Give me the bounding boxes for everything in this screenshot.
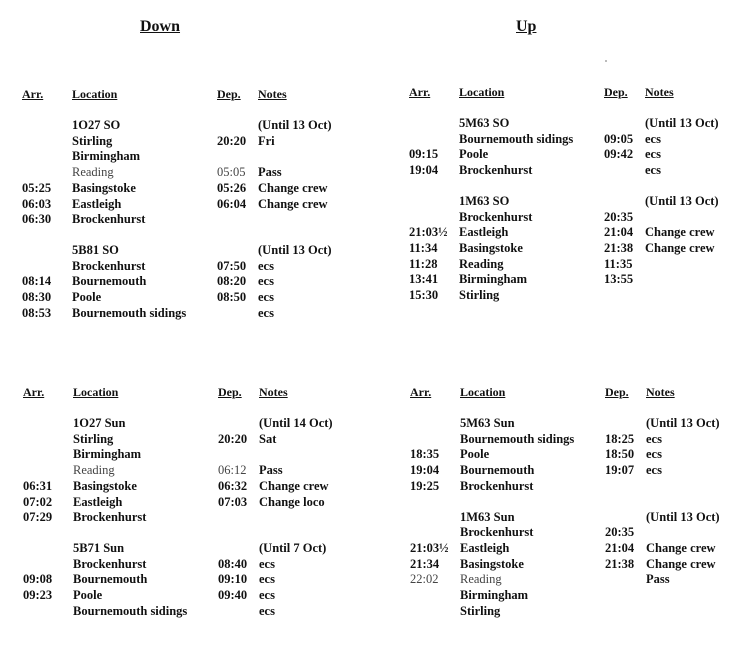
departure-time: 06:12 (218, 463, 247, 478)
timetable-row (22, 134, 352, 150)
arrival-time: 08:30 (22, 290, 52, 304)
note-text: ecs (258, 274, 274, 289)
location-name: Eastleigh (73, 494, 123, 509)
timetable-row (410, 432, 740, 448)
arrival-time: 21:34 (410, 556, 440, 571)
location-name: Poole (459, 147, 489, 162)
timetable-row (22, 290, 352, 306)
timetable-up-saturday (409, 85, 739, 325)
location-name: Brockenhurst (459, 209, 533, 224)
location-name: Basingstoke (72, 180, 136, 195)
location-name: Bournemouth (72, 274, 147, 289)
departure-time: 08:20 (217, 274, 247, 289)
column-header-dep: Dep. (604, 85, 628, 99)
departure-time: 21:38 (604, 240, 634, 255)
note-text: Pass (259, 463, 283, 478)
column-header-notes: Notes (646, 385, 675, 399)
location-name: 5M63 Sun (460, 416, 515, 430)
column-header-notes: Notes (258, 87, 287, 101)
train-header-row (22, 243, 352, 259)
timetable-row (410, 541, 740, 557)
departure-time: 18:25 (605, 431, 635, 446)
train-header-row (410, 510, 740, 526)
timetable-row (22, 165, 352, 181)
timetable-row (410, 525, 740, 541)
timetable-row (410, 447, 740, 463)
timetable-row (409, 225, 739, 241)
note-text: (Until 13 Oct) (258, 118, 332, 132)
location-name: Poole (72, 290, 102, 304)
note-text: ecs (645, 147, 661, 162)
note-text: Change crew (258, 180, 328, 195)
location-name: 1O27 SO (72, 118, 121, 132)
location-name: Bournemouth sidings (73, 603, 188, 618)
timetable-row (23, 495, 353, 511)
note-text: (Until 14 Oct) (259, 416, 333, 430)
departure-time: 06:32 (218, 478, 248, 493)
departure-time: 21:04 (605, 540, 635, 555)
note-text: Pass (258, 165, 282, 180)
timetable-row (23, 510, 353, 526)
timetable-row (23, 447, 353, 463)
timetable-row (410, 572, 740, 588)
timetable-up-sunday (410, 385, 740, 625)
timetable-row (409, 257, 739, 273)
location-name: Reading (73, 463, 115, 478)
note-text: ecs (259, 588, 275, 602)
note-text: ecs (259, 556, 275, 571)
location-name: Bournemouth (73, 572, 148, 587)
column-header-arr: Arr. (23, 385, 45, 399)
timetable-row (410, 463, 740, 479)
column-header-arr: Arr. (410, 385, 432, 399)
departure-time: 06:04 (217, 196, 247, 211)
departure-time: 20:20 (218, 431, 248, 446)
timetable-down-sunday (23, 385, 353, 625)
column-header-arr: Arr. (409, 85, 431, 99)
arrival-time: 22:02 (410, 572, 439, 587)
column-header-dep: Dep. (218, 385, 242, 399)
location-name: Birmingham (459, 272, 528, 287)
departure-time: 07:03 (218, 494, 248, 509)
location-name: 5M63 SO (459, 116, 510, 130)
arrival-time: 08:53 (22, 305, 52, 320)
arrival-time: 11:34 (409, 240, 438, 255)
location-name: 5B81 SO (72, 242, 119, 257)
timetable-row (22, 181, 352, 197)
timetable-row (23, 588, 353, 604)
timetable-row (410, 479, 740, 495)
timetable-down-saturday (22, 87, 352, 327)
location-name: Reading (72, 165, 114, 180)
timetable-row (409, 147, 739, 163)
note-text: ecs (259, 572, 275, 587)
departure-time: 08:50 (217, 290, 247, 304)
arrival-time: 06:03 (22, 196, 52, 211)
note-text: Change crew (259, 478, 329, 493)
arrival-time: 18:35 (410, 447, 440, 462)
departure-time: 21:38 (605, 556, 635, 571)
arrival-time: 05:25 (22, 180, 52, 195)
timetable-row (22, 306, 352, 322)
location-name: Birmingham (72, 149, 141, 164)
column-header-location: Location (73, 385, 119, 399)
arrival-time: 06:30 (22, 212, 52, 227)
location-name: Bournemouth sidings (459, 131, 574, 146)
note-text: Change crew (258, 196, 328, 211)
location-name: Birmingham (460, 588, 529, 602)
timetable-row (23, 557, 353, 573)
location-name: Stirling (72, 133, 113, 148)
timetable-row (23, 463, 353, 479)
departure-time: 19:07 (605, 463, 635, 478)
note-text: ecs (646, 463, 662, 478)
arrival-time: 07:29 (23, 510, 53, 525)
arrival-time: 08:14 (22, 274, 52, 289)
departure-time: 13:55 (604, 272, 634, 287)
location-name: Poole (73, 588, 103, 602)
note-text: ecs (258, 290, 274, 304)
location-name: Basingstoke (459, 240, 523, 255)
timetable-row (23, 572, 353, 588)
arrival-time: 11:28 (409, 256, 438, 271)
note-text: (Until 13 Oct) (645, 193, 719, 208)
note-text: ecs (259, 603, 275, 618)
column-header-location: Location (460, 385, 506, 399)
timetable-row (409, 132, 739, 148)
scan-speck (605, 60, 607, 62)
departure-time: 09:05 (604, 131, 634, 146)
arrival-time: 21:03½ (409, 225, 448, 240)
train-header-row (410, 416, 740, 432)
location-name: 1M63 SO (459, 193, 510, 208)
location-name: Brockenhurst (73, 556, 147, 571)
train-header-row (22, 118, 352, 134)
note-text: ecs (645, 131, 661, 146)
column-header-notes: Notes (645, 85, 674, 99)
departure-time: 20:20 (217, 133, 247, 148)
location-name: Reading (460, 572, 502, 587)
location-name: Stirling (460, 603, 501, 618)
location-name: Birmingham (73, 447, 142, 462)
train-header-row (409, 116, 739, 132)
note-text: Change crew (645, 240, 715, 255)
column-header-location: Location (72, 87, 118, 101)
note-text: Fri (258, 133, 275, 148)
departure-time: 09:10 (218, 572, 248, 587)
note-text: ecs (645, 163, 661, 178)
column-header-notes: Notes (259, 385, 288, 399)
column-header-dep: Dep. (217, 87, 241, 101)
departure-time: 07:50 (217, 258, 247, 273)
note-text: (Until 13 Oct) (645, 116, 719, 130)
note-text: (Until 13 Oct) (646, 416, 720, 430)
note-text: ecs (258, 305, 274, 320)
arrival-time: 19:04 (409, 163, 439, 178)
note-text: ecs (646, 447, 662, 462)
location-name: Brockenhurst (460, 525, 534, 540)
timetable-row (23, 479, 353, 495)
departure-time: 09:40 (218, 588, 248, 602)
arrival-time: 13:41 (409, 272, 439, 287)
note-text: Change crew (646, 540, 716, 555)
timetable-row (410, 588, 740, 604)
arrival-time: 19:25 (410, 478, 440, 493)
departure-time: 05:26 (217, 180, 247, 195)
note-text: Change loco (259, 494, 325, 509)
location-name: Brockenhurst (459, 163, 533, 178)
location-name: Bournemouth sidings (72, 305, 187, 320)
location-name: Brockenhurst (460, 478, 534, 493)
note-text: (Until 13 Oct) (258, 242, 332, 257)
note-text: Sat (259, 431, 277, 446)
location-name: Stirling (459, 288, 500, 302)
location-name: Eastleigh (459, 225, 509, 240)
departure-time: 11:35 (604, 256, 633, 271)
arrival-time: 21:03½ (410, 540, 449, 555)
note-text: ecs (258, 258, 274, 273)
location-name: Brockenhurst (72, 212, 146, 227)
arrival-time: 15:30 (409, 288, 439, 302)
timetable-row (22, 197, 352, 213)
departure-time: 09:42 (604, 147, 634, 162)
location-name: Eastleigh (460, 540, 510, 555)
train-header-row (23, 416, 353, 432)
departure-time: 05:05 (217, 165, 246, 180)
timetable-row (23, 604, 353, 620)
timetable-row (22, 259, 352, 275)
location-name: 1O27 Sun (73, 416, 126, 430)
location-name: 1M63 Sun (460, 509, 515, 524)
location-name: Brockenhurst (73, 510, 147, 525)
note-text: ecs (646, 431, 662, 446)
train-header-row (409, 194, 739, 210)
up-heading: Up (516, 18, 537, 35)
column-header-arr: Arr. (22, 87, 44, 101)
timetable-row (23, 432, 353, 448)
location-name: 5B71 Sun (73, 540, 125, 555)
note-text: Pass (646, 572, 670, 587)
departure-time: 08:40 (218, 556, 248, 571)
arrival-time: 07:02 (23, 494, 53, 509)
timetable-row (22, 274, 352, 290)
location-name: Brockenhurst (72, 258, 146, 273)
location-name: Poole (460, 447, 490, 462)
timetable-row (409, 210, 739, 226)
timetable-row (410, 604, 740, 620)
note-text: (Until 7 Oct) (259, 540, 327, 555)
timetable-row (410, 557, 740, 573)
note-text: Change crew (646, 556, 716, 571)
note-text: Change crew (645, 225, 715, 240)
location-name: Eastleigh (72, 196, 122, 211)
departure-time: 20:35 (604, 209, 634, 224)
departure-time: 21:04 (604, 225, 634, 240)
timetable-row (22, 149, 352, 165)
location-name: Reading (459, 256, 504, 271)
timetable-row (409, 272, 739, 288)
column-header-location: Location (459, 85, 505, 99)
location-name: Basingstoke (460, 556, 524, 571)
train-header-row (23, 541, 353, 557)
timetable-row (22, 212, 352, 228)
location-name: Bournemouth sidings (460, 431, 575, 446)
down-heading: Down (140, 18, 181, 35)
note-text: (Until 13 Oct) (646, 509, 720, 524)
location-name: Bournemouth (460, 463, 535, 478)
location-name: Basingstoke (73, 478, 137, 493)
departure-time: 20:35 (605, 525, 635, 540)
arrival-time: 19:04 (410, 463, 440, 478)
timetable-row (409, 241, 739, 257)
arrival-time: 09:08 (23, 572, 53, 587)
column-header-dep: Dep. (605, 385, 629, 399)
arrival-time: 09:23 (23, 588, 53, 602)
arrival-time: 06:31 (23, 478, 53, 493)
departure-time: 18:50 (605, 447, 635, 462)
timetable-row (409, 288, 739, 304)
location-name: Stirling (73, 431, 114, 446)
timetable-row (409, 163, 739, 179)
arrival-time: 09:15 (409, 147, 439, 162)
